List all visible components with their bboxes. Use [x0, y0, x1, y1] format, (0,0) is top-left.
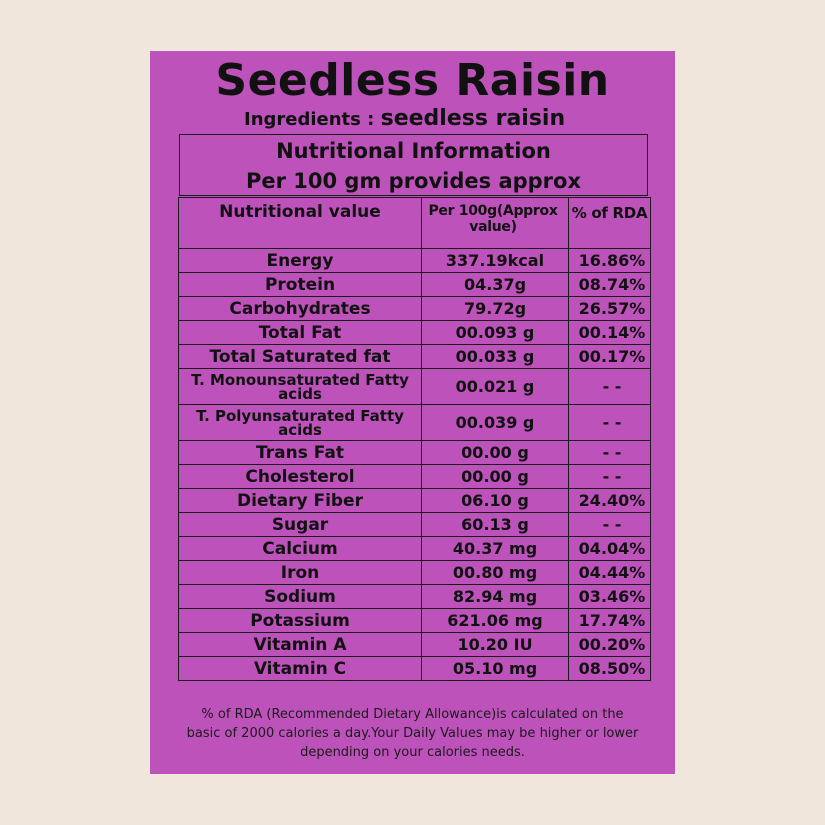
nutrient-value: 82.94 mg [422, 585, 569, 609]
nutrient-value: 00.00 g [422, 465, 569, 489]
nutrient-value: 621.06 mg [422, 609, 569, 633]
info-heading: Nutritional Information [276, 139, 551, 163]
nutrient-rda: 00.20% [569, 633, 651, 657]
nutrient-rda: 16.86% [569, 249, 651, 273]
nutrient-value: 04.37g [422, 273, 569, 297]
nutrient-name: Carbohydrates [179, 297, 422, 321]
table-row [179, 489, 651, 513]
nutrient-value: 00.033 g [422, 345, 569, 369]
nutrient-rda: - - [569, 405, 651, 441]
nutrient-rda: - - [569, 369, 651, 405]
table-row [179, 297, 651, 321]
nutrient-rda: 08.74% [569, 273, 651, 297]
nutrient-value: 79.72g [422, 297, 569, 321]
nutrition-table [178, 197, 651, 681]
nutrient-rda: 00.14% [569, 321, 651, 345]
nutrient-rda: 17.74% [569, 609, 651, 633]
nutrient-rda: - - [569, 441, 651, 465]
nutrient-value: 00.039 g [422, 405, 569, 441]
nutrient-name: Sugar [179, 513, 422, 537]
nutrient-value: 60.13 g [422, 513, 569, 537]
nutrient-name: Protein [179, 273, 422, 297]
nutrient-name: Energy [179, 249, 422, 273]
nutritional-info-header [179, 134, 648, 196]
nutrient-rda: 03.46% [569, 585, 651, 609]
nutrient-name: Calcium [179, 537, 422, 561]
ingredients-value: seedless raisin [380, 106, 566, 131]
table-row [179, 405, 651, 441]
table-row [179, 561, 651, 585]
table-row [179, 537, 651, 561]
table-row [179, 633, 651, 657]
nutrient-value: 05.10 mg [422, 657, 569, 681]
table-row [179, 441, 651, 465]
info-subheading: Per 100 gm provides approx [245, 169, 582, 193]
nutrient-name: Trans Fat [179, 441, 422, 465]
table-row [179, 585, 651, 609]
nutrient-rda: - - [569, 465, 651, 489]
nutrient-name: Total Fat [179, 321, 422, 345]
nutrient-value: 40.37 mg [422, 537, 569, 561]
nutrient-name: Sodium [179, 585, 422, 609]
nutrient-value: 00.021 g [422, 369, 569, 405]
nutrient-rda: 04.44% [569, 561, 651, 585]
table-header-row [179, 198, 651, 249]
nutrient-name: T. Polyunsaturated Fatty acids [179, 405, 422, 441]
nutrient-name: Dietary Fiber [179, 489, 422, 513]
table-row [179, 273, 651, 297]
nutrition-label-card [150, 51, 675, 774]
nutrient-value: 00.00 g [422, 441, 569, 465]
nutrient-value: 00.093 g [422, 321, 569, 345]
nutrient-name: Vitamin A [179, 633, 422, 657]
ingredients-label: Ingredients : [244, 109, 381, 130]
nutrient-value: 337.19kcal [422, 249, 569, 273]
rda-footnote: % of RDA (Recommended Dietary Allowance)is calculated on the basic of 2000 calories a day.Your Daily Values may be higher or lower depending on your calories needs. [186, 707, 639, 760]
table-row [179, 249, 651, 273]
column-header-rda: % of RDA [569, 198, 651, 249]
table-row [179, 345, 651, 369]
table-row [179, 465, 651, 489]
nutrient-rda: - - [569, 513, 651, 537]
nutrient-name: Iron [179, 561, 422, 585]
column-header-nutrient: Nutritional value [179, 198, 422, 249]
nutrient-rda: 08.50% [569, 657, 651, 681]
table-row [179, 369, 651, 405]
table-row [179, 321, 651, 345]
nutrient-rda: 24.40% [569, 489, 651, 513]
nutrient-rda: 26.57% [569, 297, 651, 321]
product-title: Seedless Raisin [215, 55, 610, 106]
table-row [179, 609, 651, 633]
nutrient-value: 10.20 IU [422, 633, 569, 657]
nutrient-rda: 04.04% [569, 537, 651, 561]
nutrient-name: Potassium [179, 609, 422, 633]
table-row [179, 513, 651, 537]
nutrient-value: 00.80 mg [422, 561, 569, 585]
ingredients-line [244, 106, 565, 133]
nutrient-rda: 00.17% [569, 345, 651, 369]
table-row [179, 657, 651, 681]
nutrient-name: Vitamin C [179, 657, 422, 681]
nutrient-name: T. Monounsaturated Fatty acids [179, 369, 422, 405]
nutrient-value: 06.10 g [422, 489, 569, 513]
column-header-per100-text: Per 100g(Approx value) [428, 203, 558, 235]
nutrient-name: Cholesterol [179, 465, 422, 489]
nutrient-name: Total Saturated fat [179, 345, 422, 369]
column-header-per100 [422, 198, 569, 249]
